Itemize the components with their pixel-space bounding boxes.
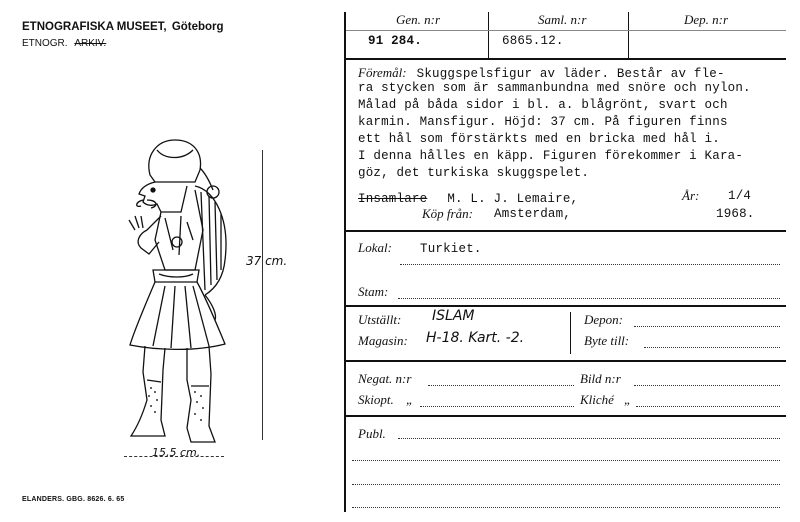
description-line-1: Skuggspelsfigur av läder. Består av fle- (416, 67, 725, 81)
lokal-value: Turkiet. (420, 242, 482, 256)
utstallt-label: Utställt: (358, 312, 402, 327)
gen-number-value: 91 284. (368, 34, 422, 48)
skiopt-dotted-line (420, 406, 574, 407)
cliche-label: Kliché (580, 392, 614, 407)
header-divider-1 (488, 12, 489, 58)
shadow-puppet-drawing (95, 130, 255, 460)
publ-dotted-line-2 (352, 460, 780, 461)
magasin-label: Magasin: (358, 333, 408, 348)
publ-dotted-line-1 (398, 438, 780, 439)
width-label: 15,5 cm. (152, 446, 201, 459)
saml-number-label: Saml. n:r (538, 12, 587, 27)
section-rule-4 (346, 415, 786, 417)
depon-label: Depon: (584, 312, 623, 327)
year-value: 1/4 (728, 189, 752, 203)
museum-name: ETNOGRAFISKA MUSEET, (22, 21, 167, 33)
cliche-value: „ (624, 392, 632, 407)
printer-imprint: ELANDERS. GBG. 8626. 6. 65 (22, 496, 125, 503)
description-line-2: ra stycken som är sammanbundna med snöre och nylon. (358, 81, 751, 95)
description-line-4: karmin. Mansfigur. Höjd: 37 cm. På figuren finns (358, 115, 728, 129)
skiopt-value: „ (406, 392, 414, 407)
purchase-year: 1968. (716, 207, 755, 221)
magasin-value: H-18. Kart. -2. (426, 330, 525, 346)
section-rule-3 (346, 360, 786, 362)
seller-name: M. L. J. Lemaire, (447, 192, 579, 206)
description-line-7: göz, det turkiska skuggspelet. (358, 166, 590, 180)
department-line (22, 38, 106, 49)
depon-dotted-line (634, 326, 780, 327)
utstallt-value: ISLAM (432, 308, 475, 324)
dep-number-label: Dep. n:r (684, 12, 729, 27)
publ-dotted-line-3 (352, 484, 780, 485)
museum-city: Göteborg (171, 21, 224, 33)
height-label: 37 cm. (246, 254, 288, 268)
byte-label: Byte till: (584, 333, 630, 348)
description-line-3: Målad på båda sidor i bl. a. blågrönt, svart och (358, 98, 728, 112)
year-label: År: (682, 188, 700, 203)
purchase-from-value: Amsterdam, (494, 207, 572, 221)
description-line-5: ett hål som förstärkts med en bricka med hål i. (358, 132, 720, 146)
purchase-from-label: Köp från: (422, 206, 473, 221)
publ-dotted-line-4 (352, 507, 780, 508)
seller-row (358, 189, 578, 207)
department-struck: ARKIV. (74, 38, 107, 49)
card-left-border (344, 12, 346, 512)
gen-number-label: Gen. n:r (396, 12, 441, 27)
bild-label: Bild n:r (580, 371, 621, 386)
publ-label: Publ. (358, 426, 386, 441)
storage-divider (570, 312, 571, 354)
description-block (358, 64, 788, 183)
department-prefix: ETNOGR. (22, 38, 68, 49)
description-label: Föremål: (358, 65, 407, 80)
museum-heading (22, 21, 224, 33)
stam-label: Stam: (358, 284, 389, 299)
lokal-dotted-line (400, 264, 780, 265)
collector-label-struck: Insamlare (358, 192, 428, 206)
lokal-label: Lokal: (358, 240, 392, 255)
header-rule-bottom (346, 58, 786, 60)
height-measure-line (262, 150, 263, 440)
negat-label: Negat. n:r (358, 371, 412, 386)
negat-dotted-line (428, 385, 574, 386)
description-line-6: I denna hålles en käpp. Figuren förekommer i Kara- (358, 149, 744, 163)
cliche-dotted-line (636, 406, 780, 407)
skiopt-label: Skiopt. (358, 392, 394, 407)
section-rule-1 (346, 230, 786, 232)
bild-dotted-line (634, 385, 780, 386)
stam-dotted-line (398, 298, 780, 299)
byte-dotted-line (644, 347, 780, 348)
header-divider-2 (628, 12, 629, 58)
section-rule-2 (346, 305, 786, 307)
saml-number-value: 6865.12. (502, 34, 564, 48)
header-rule-top (346, 30, 786, 31)
